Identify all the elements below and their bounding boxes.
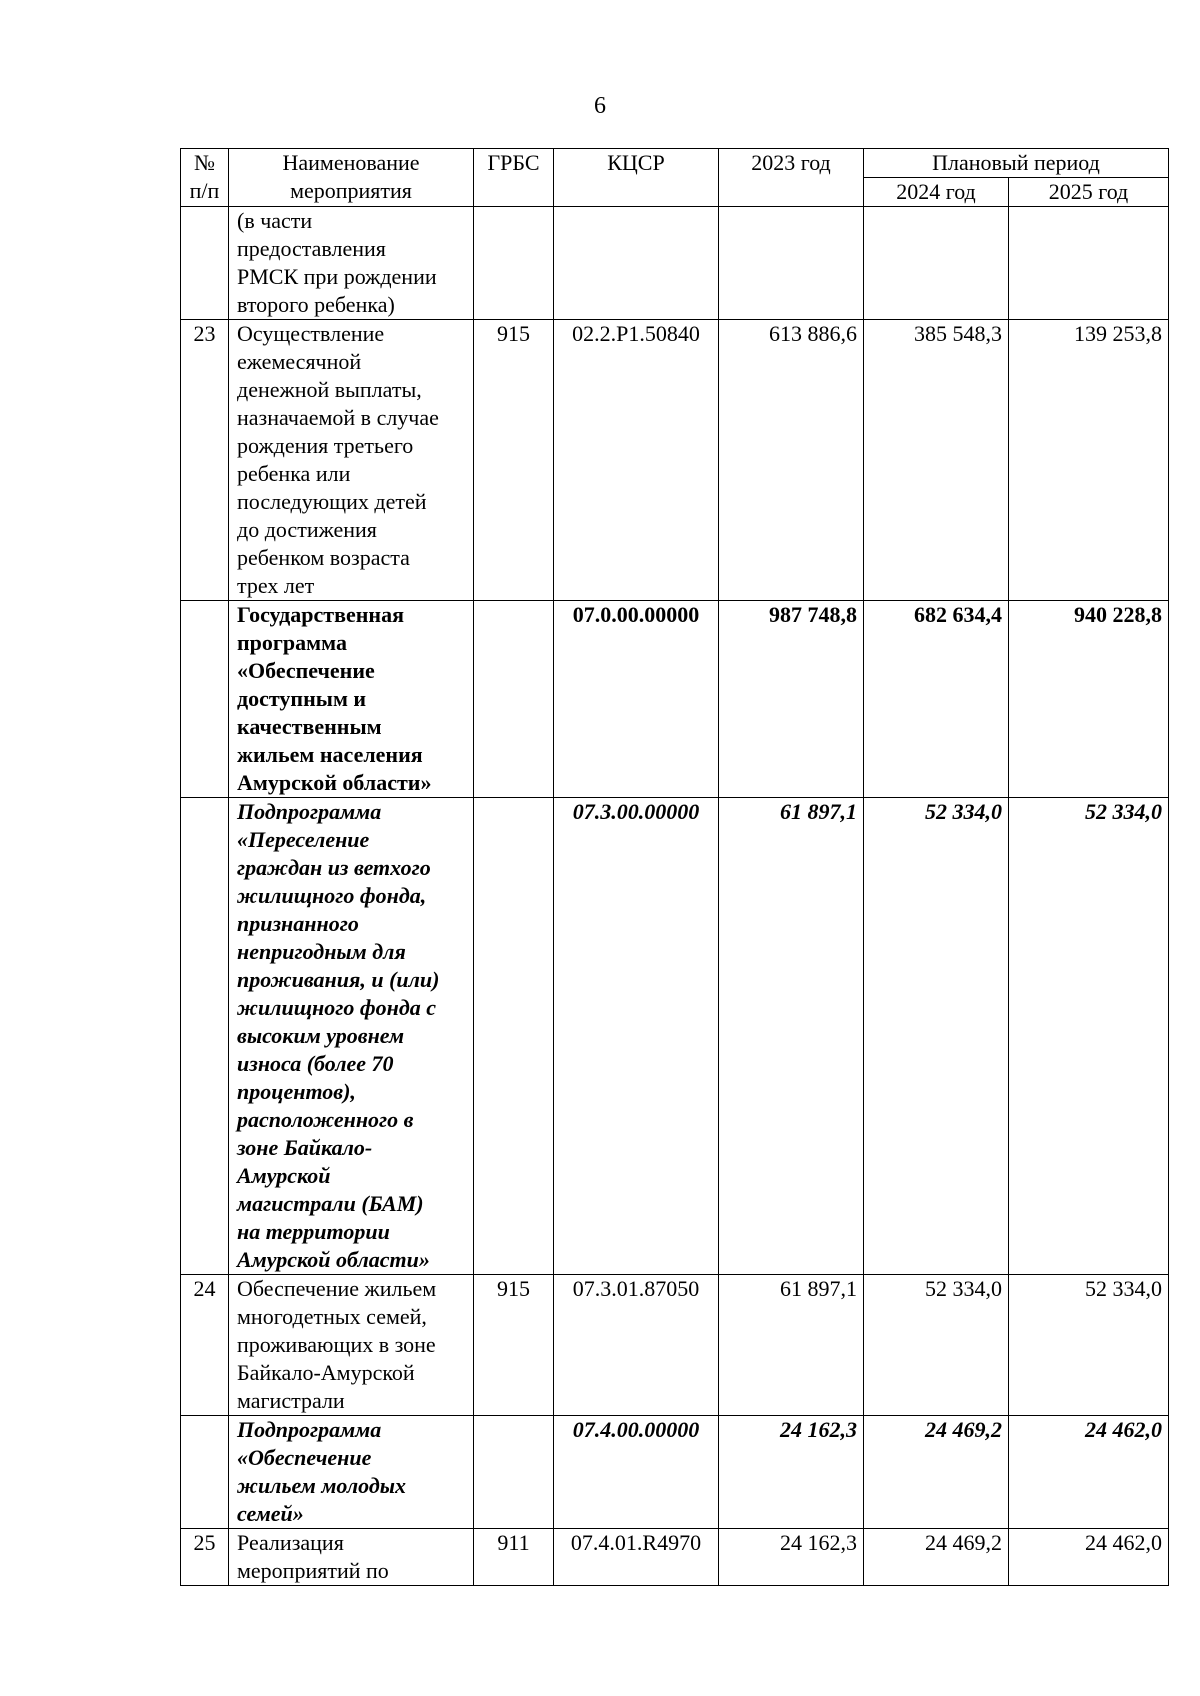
- cell-kcsr: [554, 207, 719, 320]
- cell-2024: 385 548,3: [864, 320, 1009, 601]
- table-body: [181, 207, 1169, 1586]
- cell-kcsr: 07.0.00.00000: [554, 601, 719, 798]
- header-name: Наименование мероприятия: [229, 149, 474, 207]
- cell-2023: 987 748,8: [719, 601, 864, 798]
- cell-2023: 24 162,3: [719, 1416, 864, 1529]
- cell-2025: 139 253,8: [1009, 320, 1169, 601]
- cell-2025: [1009, 207, 1169, 320]
- cell-kcsr: 02.2.Р1.50840: [554, 320, 719, 601]
- cell-kcsr: 07.3.01.87050: [554, 1275, 719, 1416]
- cell-grbs: [474, 207, 554, 320]
- cell-num: [181, 798, 229, 1275]
- cell-num: [181, 207, 229, 320]
- cell-name: Реализация мероприятий по: [229, 1529, 474, 1586]
- cell-2023: 61 897,1: [719, 1275, 864, 1416]
- cell-name: Подпрограмма «Обеспечение жильем молодых семей»: [229, 1416, 474, 1529]
- cell-grbs: 915: [474, 1275, 554, 1416]
- cell-grbs: [474, 1416, 554, 1529]
- header-kcsr: КЦСР: [554, 149, 719, 207]
- header-grbs: ГРБС: [474, 149, 554, 207]
- cell-2023: 613 886,6: [719, 320, 864, 601]
- table-row: [181, 798, 1169, 1275]
- cell-kcsr: 07.4.01.R4970: [554, 1529, 719, 1586]
- cell-name: Государственная программа «Обеспечение доступным и качественным жильем населения Амурской области»: [229, 601, 474, 798]
- table-row: [181, 1529, 1169, 1586]
- table-row: [181, 601, 1169, 798]
- cell-grbs: [474, 601, 554, 798]
- cell-2024: 52 334,0: [864, 798, 1009, 1275]
- cell-name: Осуществление ежемесячной денежной выплаты, назначаемой в случае рождения третьего ребенка или последующих детей до достижения ребенком возраста трех лет: [229, 320, 474, 601]
- cell-2023: [719, 207, 864, 320]
- cell-kcsr: 07.3.00.00000: [554, 798, 719, 1275]
- cell-name: Подпрограмма «Переселение граждан из ветхого жилищного фонда, признанного непригодным для проживания, и (или) жилищного фонда с высоким уровнем износа (более 70 процентов), расположенного в зоне Байкало- Амурской магистрали (БАМ) на территории Амурской области»: [229, 798, 474, 1275]
- cell-num: 24: [181, 1275, 229, 1416]
- cell-num: 23: [181, 320, 229, 601]
- header-2025: 2025 год: [1009, 178, 1169, 207]
- cell-grbs: 915: [474, 320, 554, 601]
- cell-kcsr: 07.4.00.00000: [554, 1416, 719, 1529]
- cell-2025: 24 462,0: [1009, 1529, 1169, 1586]
- cell-2025: 940 228,8: [1009, 601, 1169, 798]
- table-row: [181, 1416, 1169, 1529]
- cell-grbs: 911: [474, 1529, 554, 1586]
- cell-2024: 24 469,2: [864, 1529, 1009, 1586]
- header-planned-period: Плановый период: [864, 149, 1169, 178]
- cell-num: [181, 601, 229, 798]
- header-num: № п/п: [181, 149, 229, 207]
- cell-2023: 61 897,1: [719, 798, 864, 1275]
- cell-2024: 24 469,2: [864, 1416, 1009, 1529]
- table-row: [181, 207, 1169, 320]
- cell-name: (в части предоставления РМСК при рождении второго ребенка): [229, 207, 474, 320]
- cell-num: 25: [181, 1529, 229, 1586]
- table-header: [181, 149, 1169, 207]
- table-row: [181, 320, 1169, 601]
- header-2024: 2024 год: [864, 178, 1009, 207]
- header-2023: 2023 год: [719, 149, 864, 207]
- cell-2023: 24 162,3: [719, 1529, 864, 1586]
- cell-2025: 52 334,0: [1009, 798, 1169, 1275]
- cell-name: Обеспечение жильем многодетных семей, проживающих в зоне Байкало-Амурской магистрали: [229, 1275, 474, 1416]
- cell-2024: 682 634,4: [864, 601, 1009, 798]
- table-row: [181, 1275, 1169, 1416]
- cell-num: [181, 1416, 229, 1529]
- budget-table: [180, 148, 1169, 1586]
- page-number: 6: [594, 93, 606, 119]
- cell-2024: [864, 207, 1009, 320]
- cell-2025: 24 462,0: [1009, 1416, 1169, 1529]
- cell-2024: 52 334,0: [864, 1275, 1009, 1416]
- cell-2025: 52 334,0: [1009, 1275, 1169, 1416]
- cell-grbs: [474, 798, 554, 1275]
